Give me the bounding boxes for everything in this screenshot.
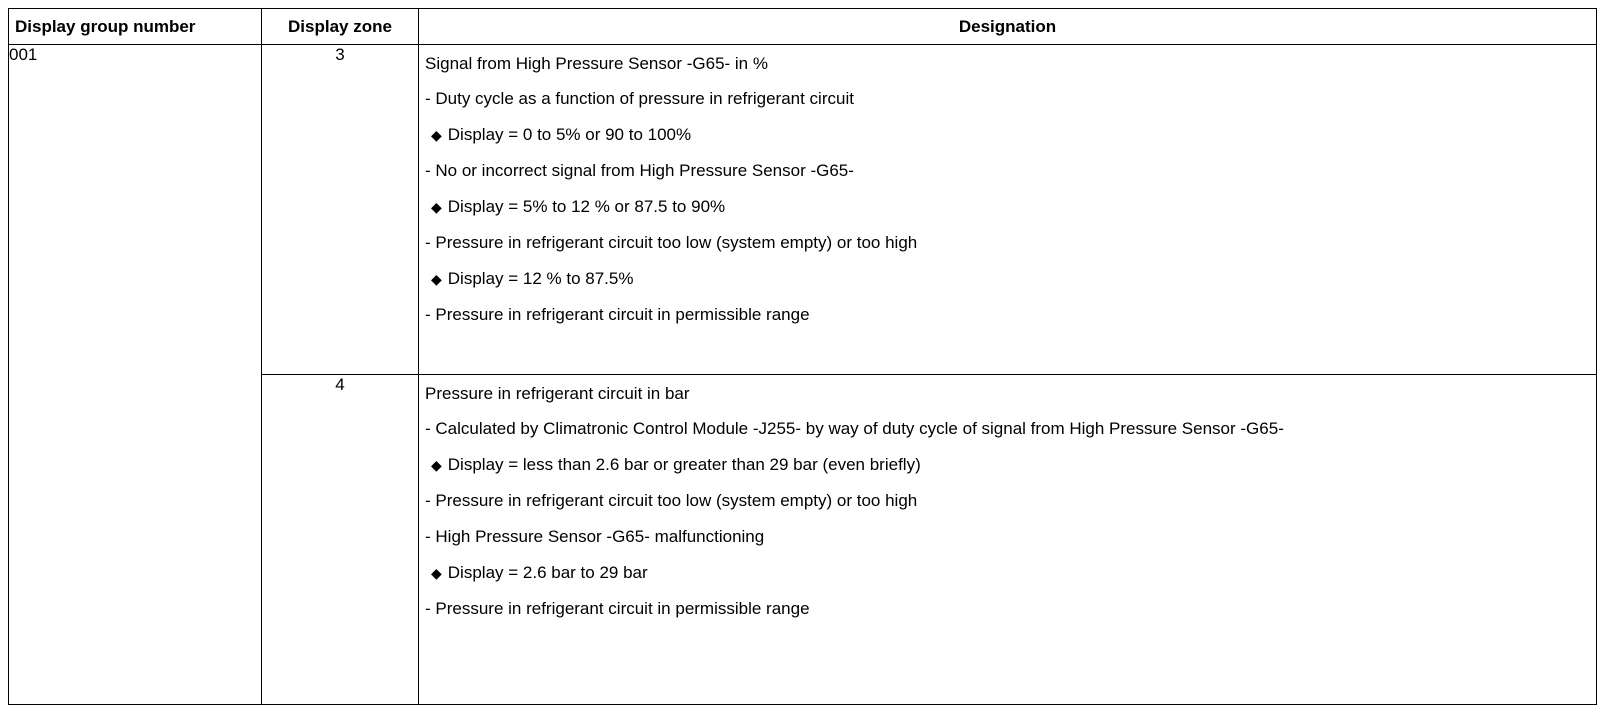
display-zone-cell: 4 xyxy=(262,375,419,705)
designation-bullet-text: Display = 12 % to 87.5% xyxy=(447,269,634,288)
designation-bullet-text: Display = 5% to 12 % or 87.5 to 90% xyxy=(447,197,726,216)
designation-line: - Pressure in refrigerant circuit in permissible range xyxy=(425,305,810,324)
header-designation: Designation xyxy=(419,9,1597,45)
designation-bullet-text: Display = 2.6 bar to 29 bar xyxy=(447,563,648,582)
designation-bullet-line xyxy=(419,261,1596,297)
diamond-bullet-icon: ◆ xyxy=(431,457,442,473)
designation-line: - Calculated by Climatronic Control Module -J255- by way of duty cycle of signal from High Pressure Sensor -G65- xyxy=(425,419,1284,438)
designation-bullet-text: Display = less than 2.6 bar or greater than 29 bar (even briefly) xyxy=(447,455,921,474)
designation-line: - Duty cycle as a function of pressure in refrigerant circuit xyxy=(425,89,854,108)
designation-bullet-line xyxy=(419,189,1596,225)
diamond-bullet-icon: ◆ xyxy=(431,565,442,581)
designation-line: - High Pressure Sensor -G65- malfunctioning xyxy=(425,527,765,546)
designation-cell xyxy=(419,45,1597,375)
designation-bullet-text: Display = 0 to 5% or 90 to 100% xyxy=(447,125,692,144)
display-group-number-cell: 001 xyxy=(9,45,262,705)
designation-line: - Pressure in refrigerant circuit too low (system empty) or too high xyxy=(425,491,918,510)
diamond-bullet-icon: ◆ xyxy=(431,127,442,143)
diamond-bullet-icon: ◆ xyxy=(431,271,442,287)
designation-title: Pressure in refrigerant circuit in bar xyxy=(425,384,690,403)
designation-bullet-line xyxy=(419,447,1596,483)
designation-bullet-line xyxy=(419,117,1596,153)
measured-values-table xyxy=(8,8,1597,705)
header-display-zone: Display zone xyxy=(262,9,419,45)
designation-title: Signal from High Pressure Sensor -G65- in % xyxy=(425,54,768,73)
display-zone-cell: 3 xyxy=(262,45,419,375)
designation-line: - Pressure in refrigerant circuit too low (system empty) or too high xyxy=(425,233,918,252)
designation-line: - Pressure in refrigerant circuit in permissible range xyxy=(425,599,810,618)
diamond-bullet-icon: ◆ xyxy=(431,199,442,215)
designation-bullet-line xyxy=(419,555,1596,591)
header-display-group-number: Display group number xyxy=(9,9,262,45)
header-row xyxy=(9,9,1597,45)
designation-line: - No or incorrect signal from High Pressure Sensor -G65- xyxy=(425,161,854,180)
designation-cell xyxy=(419,375,1597,705)
table-row-zone-3 xyxy=(9,45,1597,375)
